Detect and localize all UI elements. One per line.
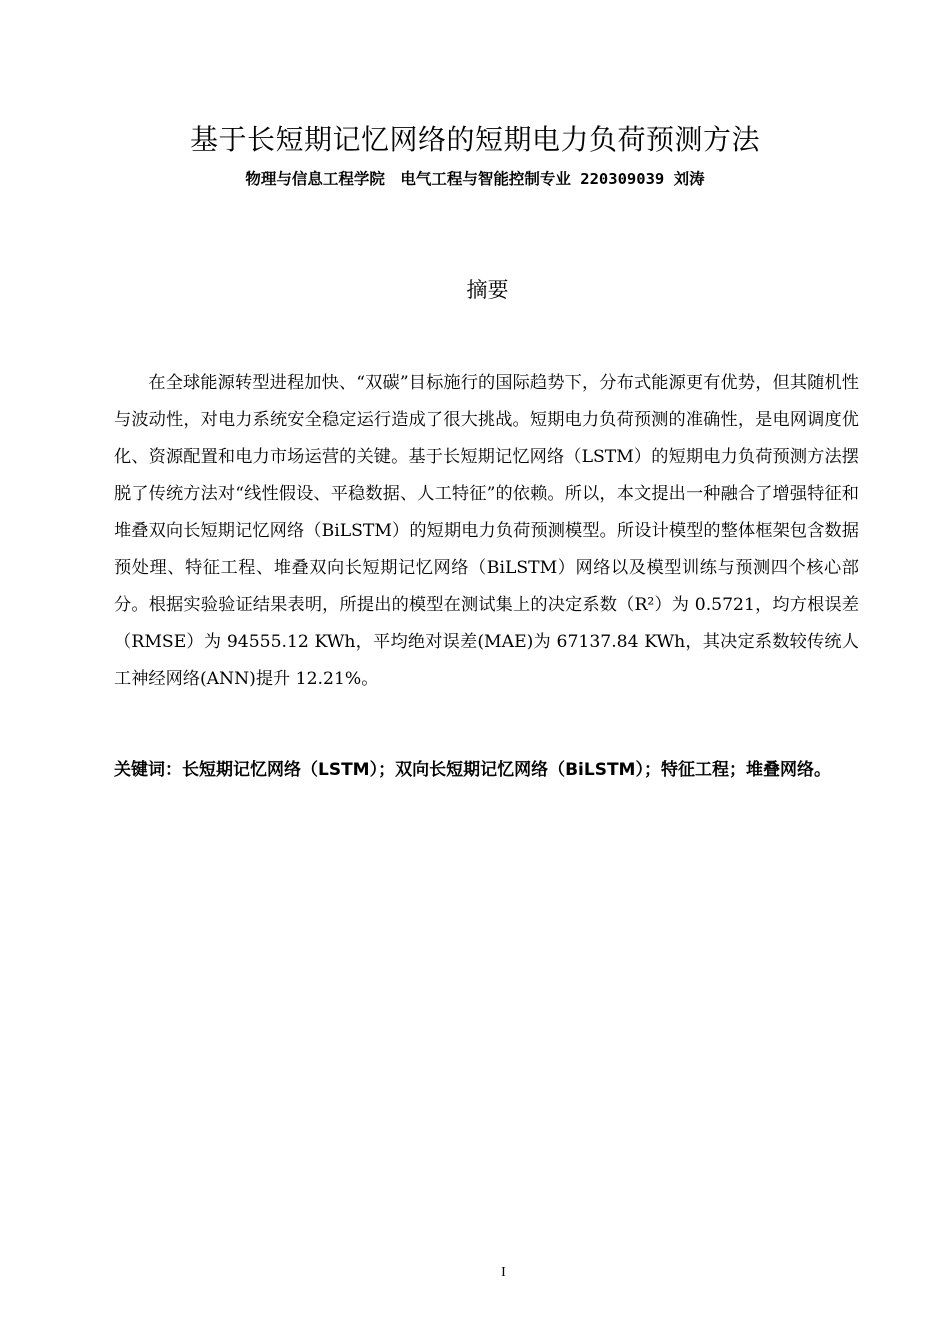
page-number: I: [501, 1265, 506, 1280]
author-line: 物理与信息工程学院 电气工程与智能控制专业 220309039 刘涛: [245, 170, 705, 188]
abstract-paragraph: 在全球能源转型进程加快、“双碳”目标施行的国际趋势下，分布式能源更有优势，但其随机性与波动性，对电力系统安全稳定运行造成了很大挑战。短期电力负荷预测的准确性，是电网调度优化、资源配置和电力市场运营的关键。基于长短期记忆网络（LSTM）的短期电力负荷预测方法摆脱了传统方法对“线性假设、平稳数据、人工特征”的依赖。所以，本文提出一种融合了增强特征和堆叠双向长短期记忆网络（BiLSTM）的短期电力负荷预测模型。所设计模型的整体框架包含数据预处理、特征工程、堆叠双向长短期记忆网络（BiLSTM）网络以及模型训练与预测四个核心部分。根据实验验证结果表明，所提出的模型在测试集上的决定系数（R²）为 0.5721，均方根误差（RMSE）为 94555.12 KWh，平均绝对误差(MAE)为 67137.84 KWh，其决定系数较传统人工神经网络(ANN)提升 12.21%。: [114, 373, 859, 689]
document-title: 基于长短期记忆网络的短期电力负荷预测方法: [189, 123, 760, 156]
keywords-line: 关键词：长短期记忆网络（LSTM）；双向长短期记忆网络（BiLSTM）；特征工程；堆叠网络。: [114, 760, 831, 780]
abstract-heading: 摘要: [466, 278, 509, 302]
